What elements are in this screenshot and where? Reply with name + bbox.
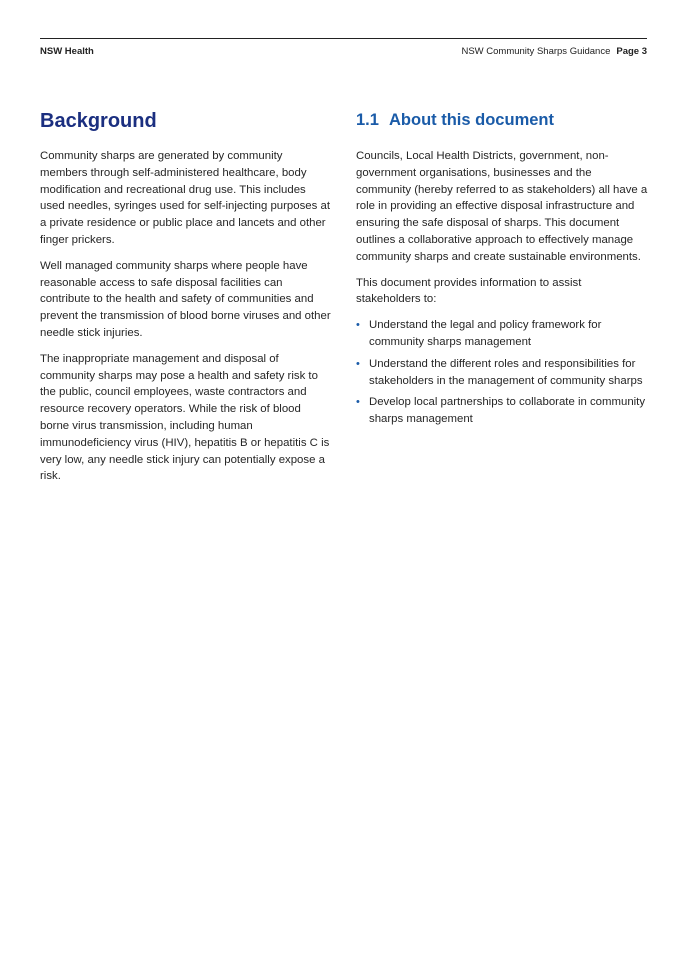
bullet-icon: •: [356, 357, 360, 370]
bullet-icon: •: [356, 396, 360, 409]
about-paragraph-2: This document provides information to assist stakeholders to:: [356, 276, 582, 306]
header-right: [461, 46, 647, 57]
list-item: [356, 356, 648, 390]
list-item-text: Develop local partnerships to collaborate in community sharps management: [369, 396, 646, 426]
list-item-text: Understand the different roles and responsibilities for stakeholders in the management of community sharps: [369, 357, 643, 387]
header-org: NSW Health: [40, 46, 94, 57]
background-section: [40, 108, 332, 494]
about-section: [356, 108, 648, 433]
list-item: [356, 394, 648, 428]
background-title: Background: [40, 110, 157, 132]
list-item-text: Understand the legal and policy framework for community sharps management: [369, 319, 602, 348]
list-item: [356, 317, 648, 351]
about-bullet-list: [356, 317, 648, 428]
header-page-number: Page 3: [616, 46, 647, 57]
page-header: [40, 38, 647, 57]
about-heading: [356, 108, 648, 132]
background-paragraph-2: Well managed community sharps where people have reasonable access to safe disposal facilities can contribute to the health and safety of communities and prevent the transmission of blood borne viruses and other needle stick injuries.: [40, 259, 331, 339]
header-doc-title: NSW Community Sharps Guidance: [461, 46, 611, 57]
bullet-icon: •: [356, 319, 360, 332]
background-paragraph-3: The inappropriate management and disposal of community sharps may pose a health and safety risk to the public, council employees, waste contractors and resource recovery operators. While the risk of blood borne virus transmission, including human immunodeficiency virus (HIV), hepatitis B or hepatitis C is very low, any needle stick injury can potentially expose a risk.: [40, 352, 330, 483]
background-paragraph-1: Community sharps are generated by community members through self-administered healthcare, body modification and recreational drug use. This includes used needles, syringes used for self-injecting purposes at a private residence or public place and lancets and other finger prickers.: [40, 150, 330, 246]
about-title: About this document: [389, 111, 554, 129]
about-paragraph-1: Councils, Local Health Districts, government, non-government organisations, businesses and the community (hereby referred to as stakeholders) all have a role in providing an effective disposal infrastructure and ensuring the safe disposal of sharps. This document outlines a collaborative approach to effectively manage community sharps and create sustainable environments.: [356, 150, 648, 263]
about-section-number: 1.1: [356, 111, 379, 129]
